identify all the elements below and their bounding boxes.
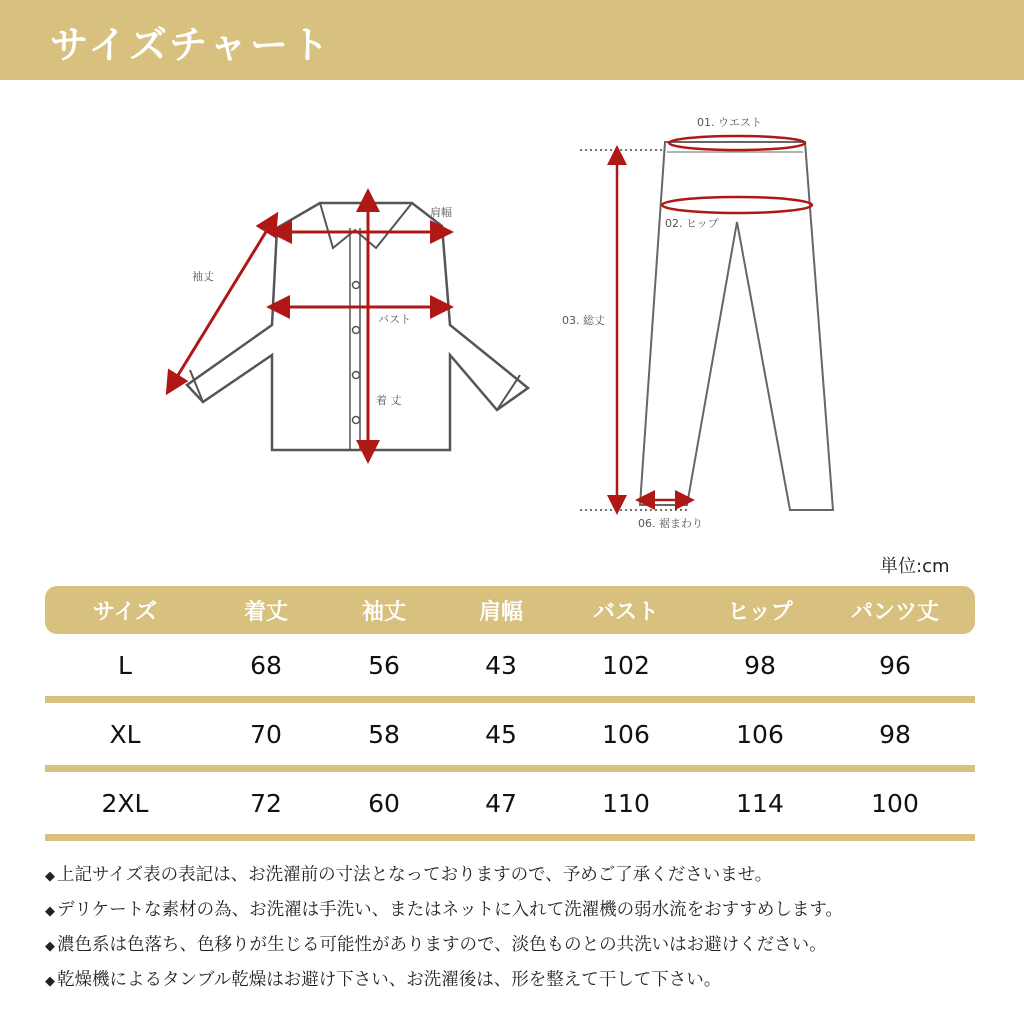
table-row [45,634,975,703]
cell-hip: 106 [736,719,784,749]
pants-measure-arrows [617,136,812,505]
shirt-sleeve-label: 袖丈 [192,270,214,283]
note-item [45,930,1005,965]
pants-hip-label: 02. ヒップ [665,217,719,230]
table-row [45,772,975,841]
note-text: 濃色系は色落ち、色移りが生じる可能性がありますので、淡色ものとの共洗いはお避けください。 [57,935,827,955]
cell-hip: 114 [736,788,784,818]
cell-size: L [118,650,132,680]
cell-bust: 102 [602,650,650,680]
pants-waist-label: 01. ウエスト [697,116,762,129]
header-size: サイズ [92,599,158,625]
header-pants-length: パンツ丈 [850,599,939,625]
page-title: サイズチャート [50,23,333,67]
note-text: デリケートな素材の為、お洗濯は手洗い、またはネットに入れて洗濯機の弱水流をおすすめします。 [57,900,843,920]
pants-guide-lines [580,150,690,510]
cell-sleeve: 56 [368,650,400,680]
header-shoulder: 肩幅 [478,599,523,625]
hip-ellipse [662,197,812,213]
shirt-measure-arrows [172,200,442,452]
cell-bust: 110 [602,788,650,818]
note-item [45,895,1005,930]
size-diagram [0,80,1024,550]
note-item [45,965,1005,1000]
header-length: 着丈 [243,599,288,625]
header-bar [0,0,1024,80]
header-hip: ヒップ [727,599,793,625]
cell-length: 72 [250,788,282,818]
cell-size: XL [109,719,141,749]
diamond-bullet-icon: ◆ [45,869,55,884]
cell-bust: 106 [602,719,650,749]
diamond-bullet-icon: ◆ [45,939,55,954]
table-row [45,703,975,772]
note-item [45,860,1005,895]
header-sleeve: 袖丈 [361,599,406,625]
pants-total-length-label: 03. 総丈 [562,314,605,327]
cell-size: 2XL [101,788,149,818]
cell-length: 68 [250,650,282,680]
cell-shoulder: 47 [485,788,517,818]
header-bust: バスト [592,599,659,625]
cell-shoulder: 45 [485,719,517,749]
note-text: 上記サイズ表の表記は、お洗濯前の寸法となっておりますので、予めご了承くださいませ。 [57,865,773,885]
shirt-shoulder-label: 肩幅 [430,206,452,219]
diamond-bullet-icon: ◆ [45,974,55,989]
cell-shoulder: 43 [485,650,517,680]
cell-length: 70 [250,719,282,749]
size-table [45,586,975,841]
note-text: 乾燥機によるタンブル乾燥はお避け下さい、お洗濯後は、形を整えて干して下さい。 [57,970,722,990]
cell-pants-length: 96 [879,650,911,680]
cell-sleeve: 60 [368,788,400,818]
shirt-bust-label: バスト [378,313,411,326]
pants-hem-label: 06. 裾まわり [638,517,703,530]
cell-pants-length: 98 [879,719,911,749]
care-notes [45,860,1005,1000]
cell-sleeve: 58 [368,719,400,749]
shirt-illustration [187,203,528,450]
diamond-bullet-icon: ◆ [45,904,55,919]
unit-label: 単位:cm [880,556,950,577]
cell-pants-length: 100 [871,788,919,818]
cell-hip: 98 [744,650,776,680]
shirt-length-label: 着 丈 [376,394,402,407]
table-header-row [45,586,975,634]
